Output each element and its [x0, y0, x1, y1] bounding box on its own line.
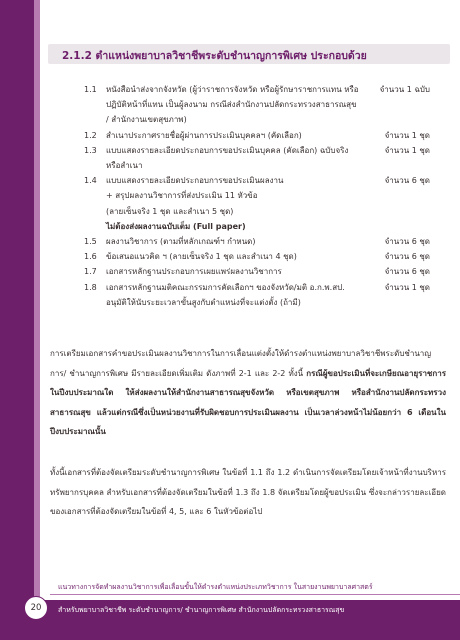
item-text: ผลงานวิชาการ (ตามที่หลักเกณฑ์ฯ กำหนด): [106, 237, 256, 247]
left-decor-stripe: [34, 0, 40, 600]
list-item: [84, 264, 444, 279]
item-number: 1.1: [84, 85, 97, 94]
list-item: [84, 143, 444, 173]
item-amount: จำนวน 1 ชุด: [384, 130, 430, 140]
item-number: 1.8: [84, 282, 97, 292]
left-decor-bar: [0, 0, 34, 640]
item-amount: จำนวน 6 ชุด: [384, 252, 430, 262]
footer-subtitle: สำหรับพยาบาลวิชาชีพ ระดับชำนาญการ/ ชำนาญการพิเศษ สำนักงานปลัดกระทรวงสาธารณสุข: [58, 606, 345, 614]
section-title: 2.1.2 ตำแหน่งพยาบาลวิชาชีพระดับชำนาญการพิเศษ ประกอบด้วย: [62, 50, 367, 62]
document-list: [84, 82, 444, 310]
page-number: 20: [24, 596, 48, 620]
item-text: แบบแสดงรายละเอียดประกอบการขอประเมินบุคคล (คัดเลือก) ฉบับจริงหรือสำเนา: [106, 145, 349, 171]
item-amount: จำนวน 6 ชุด: [384, 267, 430, 277]
item-number: 1.2: [84, 130, 97, 140]
item-text: เอกสารหลักฐานประกอบการเผยแพร่ผลงานวิชาการ: [106, 267, 282, 277]
item-text: ข้อเสนอแนวคิด ฯ (ลายเซ็นจริง 1 ชุด และสำเนา 4 ชุด): [106, 252, 297, 262]
item-number: 1.6: [84, 252, 97, 262]
item-text: หนังสือนำส่งจากจังหวัด (ผู้ว่าราชการจังหวัด หรือผู้รักษาราชการแทน หรือปฏิบัติหน้าที่แทน เป็นผู้ลงนาม กรณีส่งสำนักงานปลัดกระทรวงสาธารณสุข / สำนักงานเขตสุขภาพ): [106, 85, 359, 125]
list-item: [84, 82, 444, 128]
item-number: 1.4: [84, 176, 97, 186]
paragraph-text: การเตรียมเอกสารคำขอประเมินผลงานวิชาการในการเลื่อนแต่งตั้งให้ดำรงตำแหน่งพยาบาลวิชาชีพระดับชำนาญการ/ ชำนาญการพิเศษ มีรายละเอียดเพิ่มเติม ดังภาพที่ 2-1 และ 2-2 ทั้งนี้: [50, 349, 432, 378]
list-item: [84, 128, 444, 143]
item-number: 1.5: [84, 237, 97, 247]
list-item: [84, 173, 444, 188]
item-amount: จำนวน 1 ชุด: [384, 145, 430, 155]
list-item: [84, 234, 444, 249]
footer-title: แนวทางการจัดทำผลงานวิชาการเพื่อเลื่อนขั้นให้ดำรงตำแหน่งประเภทวิชาการ ในสายงานพยาบาลศาสตร์: [58, 583, 373, 591]
item-text: แบบแสดงรายละเอียดประกอบการขอประเมินผลงาน: [106, 176, 284, 186]
sub-item-note: ไม่ต้องส่งผลงานฉบับเต็ม (Full paper): [106, 221, 246, 231]
item-text: สำเนาประกาศรายชื่อผู้ผ่านการประเมินบุคคลฯ (คัดเลือก): [106, 130, 302, 140]
sub-item: (ลายเซ็นจริง 1 ชุด และสำเนา 5 ชุด): [106, 206, 234, 216]
item-amount: จำนวน 6 ชุด: [384, 237, 430, 247]
item-number: 1.7: [84, 267, 97, 277]
item-amount: จำนวน 1 ฉบับ: [379, 85, 430, 94]
footer-divider: [50, 594, 460, 595]
list-item: [84, 249, 444, 264]
list-item: [84, 280, 444, 310]
sub-item: + สรุปผลงานวิชาการที่ส่งประเมิน 11 หัวข้อ: [106, 191, 258, 201]
item-text: เอกสารหลักฐานมติคณะกรรมการคัดเลือกฯ ของจังหวัด/มติ อ.ก.พ.สป. อนุมัติให้นับระยะเวลาขั้นสูงกับตำแหน่งที่จะแต่งตั้ง (ถ้ามี): [106, 282, 345, 307]
item-number: 1.3: [84, 145, 97, 155]
paragraph-bold-text: กรณีผู้ขอประเมินที่จะเกษียณอายุราชการในปีงบประมาณใด ให้ส่งผลงานให้สำนักงานสาธารณสุขจังหวัด หรือเขตสุขภาพ หรือสำนักงานปลัดกระทรวงสาธารณสุข แล้วแต่กรณีซึ่งเป็นหน่วยงานที่รับผิดชอบการประเมินผลงาน เป็นเวลาล่วงหน้าไม่น้อยกว่า 6 เดือนในปีงบประมาณนั้น: [50, 368, 446, 436]
section-header: [48, 44, 450, 64]
item-amount: จำนวน 6 ชุด: [384, 176, 430, 186]
paragraph-preparation: [50, 344, 446, 442]
paragraph-text: ทั้งนี้เอกสารที่ต้องจัดเตรียมระดับชำนาญการพิเศษ ในข้อที่ 1.1 ถึง 1.2 ดำเนินการจัดเตรียมโดยเจ้าหน้าที่งานบริหารทรัพยากรบุคคล สำหรับเอกสารที่ต้องจัดเตรียมในข้อที่ 1.3 ถึง 1.8 จัดเตรียมโดยผู้ขอประเมิน ซึ่งจะกล่าวรายละเอียดของเอกสารที่ต้องจัดเตรียมในข้อที่ 4, 5, และ 6 ในหัวข้อต่อไป: [50, 468, 446, 516]
item-amount: จำนวน 1 ชุด: [384, 282, 430, 292]
paragraph-responsibility: [50, 463, 446, 522]
